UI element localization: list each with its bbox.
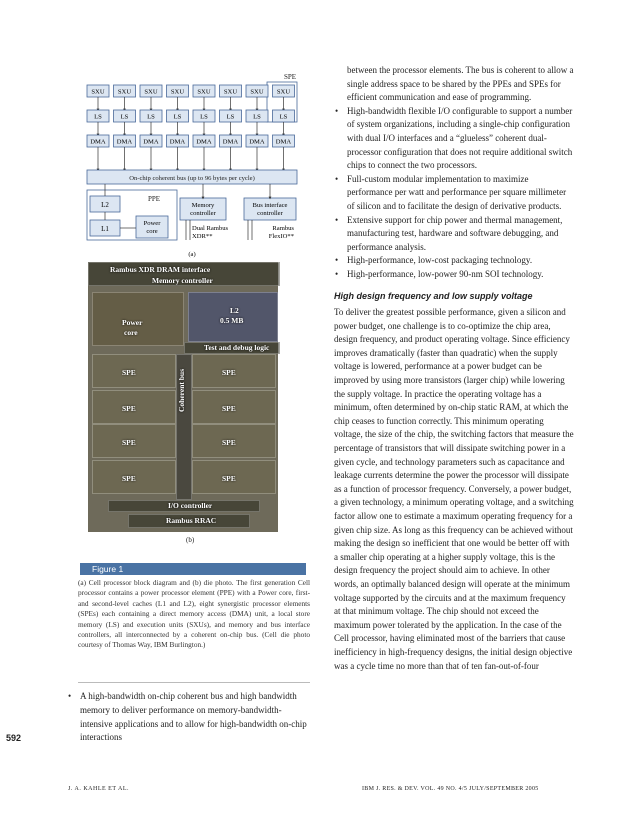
die-l2-size-label: 0.5 MB	[220, 316, 244, 325]
bus-interface-controller-label-2: controller	[257, 210, 283, 217]
die-coherent-bus-label: Coherent bus	[177, 369, 186, 412]
ls-label: LS	[253, 113, 261, 121]
die-memory-controller-label: Memory controller	[152, 276, 213, 285]
ls-label: LS	[173, 113, 182, 121]
right-column	[334, 64, 574, 673]
die-spe-label: SPE	[222, 368, 236, 377]
dma-label: DMA	[90, 138, 106, 146]
sxu-label: SXU	[117, 88, 132, 96]
die-xdr-interface-label: Rambus XDR DRAM interface	[110, 265, 211, 274]
bullet-text: Full-custom modular implementation to maximize performance per watt and performance per square millimeter of silicon and to facilitate the design of derivative products.	[347, 173, 567, 211]
subfigure-b-label: (b)	[186, 536, 195, 544]
dma-label: DMA	[116, 138, 133, 146]
sxu-label: SXU	[144, 88, 158, 96]
spe-label: SPE	[284, 73, 297, 81]
bullet-text: High-bandwidth flexible I/O configurable to support a number of system organizations, including a single-chip configuration with dual I/O interfaces and a “glueless” coherent dual-processor configuration that does not require additional switch chips to connect the two processors.	[347, 105, 573, 171]
l2-label: L2	[101, 201, 109, 209]
bullet-item	[334, 173, 574, 214]
die-spe-label: SPE	[122, 404, 136, 413]
sxu-label: SXU	[223, 88, 238, 96]
die-power-core-label-2: core	[124, 328, 138, 337]
footer-author: J. A. KAHLE ET AL.	[68, 786, 130, 792]
bullet-item	[334, 105, 574, 173]
ls-label: LS	[147, 113, 155, 121]
ls-label: LS	[94, 113, 102, 121]
bullet-text: Extensive support for chip power and thermal management, manufacturing test, hardware and software debugging, and performance analysis.	[347, 214, 563, 252]
sxu-label: SXU	[91, 88, 105, 96]
rambus-flexio-label-2: FlexIO**	[268, 233, 294, 240]
dma-label: DMA	[169, 138, 186, 146]
ls-label: LS	[279, 113, 288, 121]
footer-journal: IBM J. RES. & DEV. VOL. 49 NO. 4/5 JULY/SEPTEMBER 2005	[362, 786, 539, 792]
bullet-item	[334, 268, 574, 282]
dma-label: DMA	[275, 138, 292, 146]
left-bullet-item	[68, 690, 308, 745]
die-spe-label: SPE	[122, 438, 136, 447]
ppe-label: PPE	[148, 195, 161, 203]
rambus-flexio-label-1: Rambus	[272, 225, 294, 232]
bullet-item	[334, 214, 574, 255]
dual-rambus-label-1: Dual Rambus	[192, 225, 229, 232]
ls-label: LS	[200, 113, 208, 121]
memory-controller-label-2: controller	[190, 210, 216, 217]
figure-caption: (a) Cell processor block diagram and (b) die photo. The first generation Cell processor contains a power processor element (PPE) with a Power core, first- and second-level caches (L1 and L2), eight synergistic processor elements (SPEs) each containing a direct memory access (DMA) unit, a local store memory (LS) and execution units (SXUs), and memory and bus interface controllers, all interconnected by a coherent on-chip bus. (Cell die photo courtesy of Thomas Way, IBM Burlington.)	[78, 578, 310, 650]
ls-label: LS	[226, 113, 235, 121]
bullet-text: High-performance, low-power 90-nm SOI technology.	[347, 268, 544, 279]
bus-interface-controller-label-1: Bus interface	[252, 202, 288, 209]
bullet-marker: •	[335, 214, 339, 225]
bullet-item	[334, 254, 574, 268]
page-number: 592	[6, 733, 22, 743]
bullet-marker: •	[335, 268, 339, 279]
sxu-label: SXU	[197, 88, 211, 96]
subfigure-a-label: (a)	[188, 251, 196, 258]
body-paragraph: To deliver the greatest possible performance, given a silicon and power budget, one challenge is to co-optimize the chip area, design frequency, and product operating voltage. Since efficiency improves dramatically (faster than quadratic) when the supply voltage is lowered, performance at a power budget can be improved by using more transistors (larger chip) while lowering the supply voltage. In practice the operating voltage has a minimum, often determined by on-chip static RAM, at which the chip ceases to function correctly. This minimum operating voltage, the size of the chip, the switching factors that measure the percentage of transistors that will dissipate switching power in a given cycle, and technology parameters such as capacitance and leakage currents determine the power the processor will dissipate as a function of processor frequency. Conversely, a power budget, a given technology, a minimum operating voltage, and a switching factor allow one to estimate a maximum operating frequency for a given chip size. As long as this frequency can be achieved without making the design so inefficient that one would be better off with a smaller chip operating at a higher supply voltage, this is the design frequency the project should aim to achieve. In other words, an optimally balanced design will operate at the minimum voltage supported by the circuits and at the maximum frequency at that minimum voltage. The chip should not exceed the maximum power tolerated by the application. In the case of the Cell processor, having eliminated most of the barriers that cause inefficiency in high-frequency designs, the initial design objective was a cycle time no more than that of ten fan-out-of-four	[334, 307, 574, 671]
dma-label: DMA	[143, 138, 159, 146]
die-spe-label: SPE	[222, 474, 236, 483]
die-rambus-rrac-label: Rambus RRAC	[166, 516, 217, 525]
bullet-text: High-performance, low-cost packaging technology.	[347, 255, 533, 266]
sxu-label: SXU	[276, 88, 291, 96]
die-test-debug-label: Test and debug logic	[204, 343, 270, 352]
die-spe-label: SPE	[222, 404, 236, 413]
bullet-marker: •	[335, 255, 339, 266]
ls-label: LS	[120, 113, 129, 121]
power-core-label-2: core	[146, 228, 158, 235]
bullet-marker: •	[335, 173, 339, 184]
block-diagram-svg	[72, 60, 302, 260]
continuation-paragraph: between the processor elements. The bus is coherent to allow a single address space to be shared by the PPEs and SPEs for efficient communication and ease of programming.	[347, 65, 574, 103]
bullet-marker: •	[335, 105, 339, 116]
dual-rambus-label-2: XDR**	[192, 233, 213, 240]
die-l2-label: L2	[230, 306, 239, 315]
coherent-bus-label: On-chip coherent bus (up to 96 bytes per cycle)	[129, 175, 255, 182]
l1-label: L1	[101, 225, 109, 233]
figure-label: Figure 1	[80, 563, 306, 575]
block-diagram	[72, 60, 302, 260]
bullet-marker: •	[68, 691, 72, 701]
dma-label: DMA	[196, 138, 212, 146]
sxu-label: SXU	[170, 88, 185, 96]
die-photo	[88, 262, 278, 532]
caption-divider	[78, 682, 310, 683]
left-bullet-text: A high-bandwidth on-chip coherent bus and high bandwidth memory to deliver performance on memory-bandwidth-intensive applications and to allow for high-bandwidth on-chip interactions	[80, 691, 307, 743]
power-core-label-1: Power	[143, 220, 161, 227]
dma-label: DMA	[222, 138, 239, 146]
die-io-controller-label: I/O controller	[168, 501, 213, 510]
die-spe-label: SPE	[122, 368, 136, 377]
memory-controller-label-1: Memory	[191, 202, 215, 209]
die-power-core-label-1: Power	[122, 318, 143, 327]
dma-label: DMA	[249, 138, 265, 146]
die-spe-label: SPE	[222, 438, 236, 447]
sxu-label: SXU	[250, 88, 264, 96]
section-heading: High design frequency and low supply voltage	[334, 290, 533, 301]
die-spe-label: SPE	[122, 474, 136, 483]
